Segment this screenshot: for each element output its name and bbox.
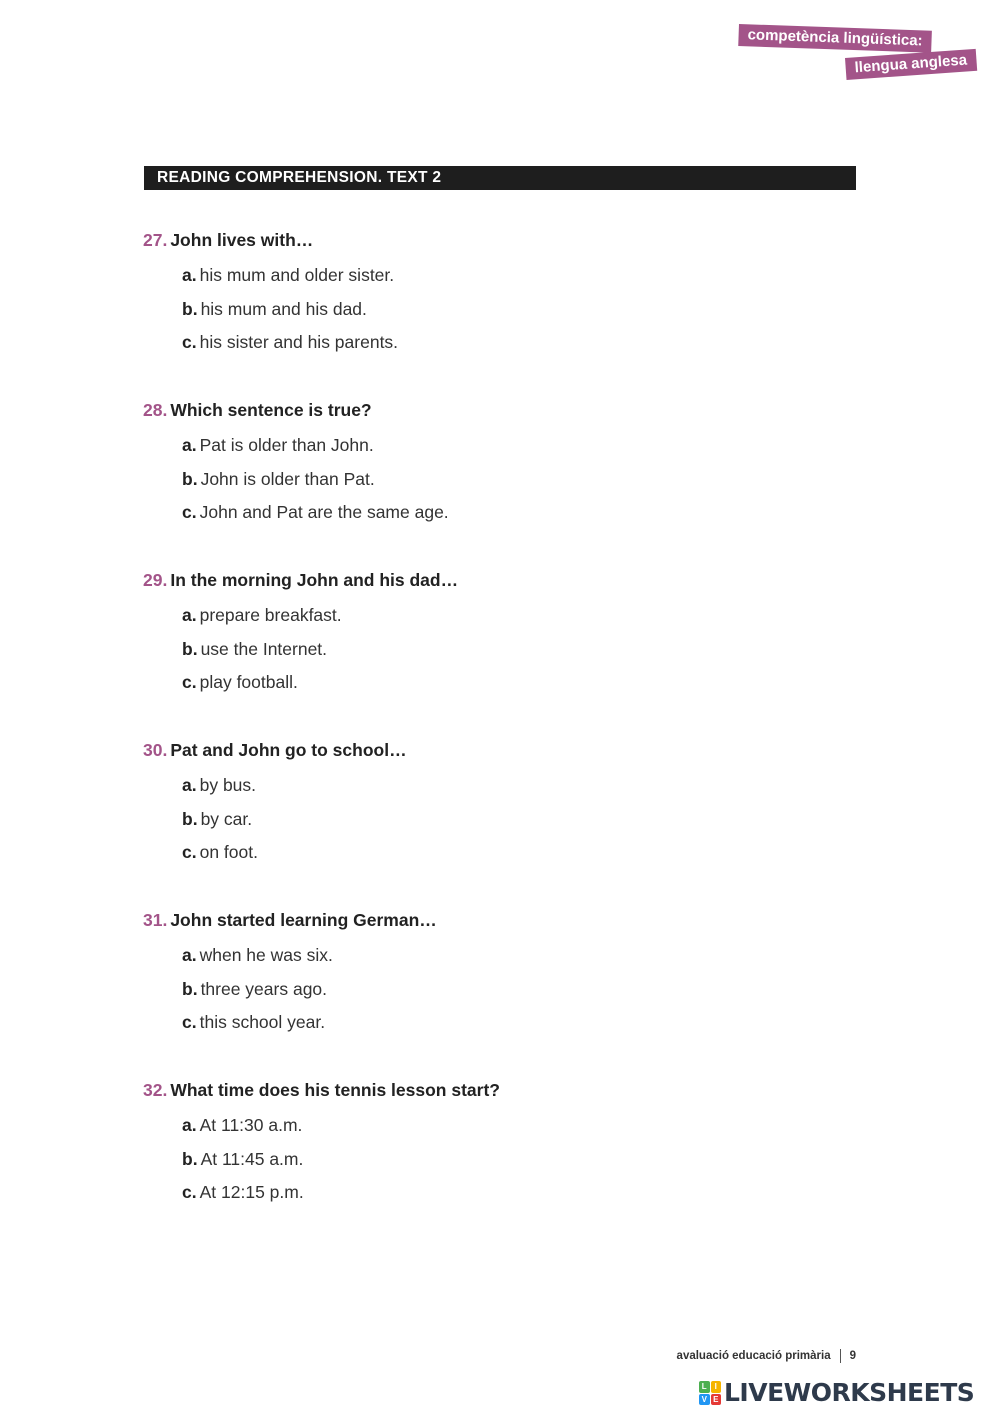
option-text: play football.	[199, 672, 298, 693]
option-letter: c.	[182, 332, 197, 353]
option-a[interactable]	[182, 605, 843, 626]
option-c[interactable]	[182, 332, 843, 353]
question-number: 30.	[143, 740, 168, 760]
option-text: Pat is older than John.	[199, 435, 374, 455]
question-text: John started learning German…	[170, 910, 437, 930]
option-b[interactable]	[182, 639, 843, 660]
option-c[interactable]	[182, 672, 843, 693]
question-number: 29.	[143, 570, 168, 590]
question-number: 28.	[143, 400, 168, 420]
option-letter: a.	[182, 435, 197, 455]
option-letter: c.	[182, 502, 197, 523]
option-text: three years ago.	[200, 978, 328, 999]
logo-letter-i: I	[711, 1381, 722, 1393]
option-text: At 11:45 a.m.	[200, 1148, 304, 1169]
option-text: John and Pat are the same age.	[199, 502, 449, 523]
option-b[interactable]	[182, 469, 843, 490]
option-letter: a.	[182, 775, 197, 795]
option-text: his mum and older sister.	[199, 265, 395, 285]
page-footer	[677, 1346, 856, 1366]
logo-letter-e: E	[711, 1394, 722, 1406]
option-b[interactable]	[182, 299, 843, 320]
brand-name: LIVEWORKSHEETS	[724, 1378, 975, 1407]
option-c[interactable]	[182, 842, 843, 863]
option-letter: b.	[182, 468, 198, 489]
question-30	[143, 738, 843, 876]
option-letter: b.	[182, 638, 198, 659]
option-text: by car.	[200, 808, 253, 829]
option-a[interactable]	[182, 435, 843, 456]
option-letter: a.	[182, 605, 197, 625]
option-letter: b.	[182, 298, 198, 319]
option-a[interactable]	[182, 775, 843, 796]
option-a[interactable]	[182, 1115, 843, 1136]
option-letter: b.	[182, 978, 198, 999]
option-text: his sister and his parents.	[199, 332, 399, 353]
option-letter: a.	[182, 265, 197, 285]
option-c[interactable]	[182, 502, 843, 523]
option-text: this school year.	[199, 1012, 326, 1033]
option-c[interactable]	[182, 1182, 843, 1203]
section-title: READING COMPREHENSION. TEXT 2	[144, 166, 856, 190]
option-text: when he was six.	[199, 945, 333, 965]
footer-divider	[840, 1349, 841, 1363]
option-text: use the Internet.	[200, 638, 328, 659]
question-text: Which sentence is true?	[170, 400, 372, 420]
subject-tag-language: llengua anglesa	[845, 49, 977, 80]
question-27	[143, 228, 843, 366]
option-text: by bus.	[199, 775, 257, 795]
option-letter: c.	[182, 842, 197, 863]
option-b[interactable]	[182, 979, 843, 1000]
option-b[interactable]	[182, 1149, 843, 1170]
option-letter: c.	[182, 1182, 197, 1203]
logo-letter-l: L	[699, 1381, 710, 1393]
option-text: prepare breakfast.	[199, 605, 342, 625]
liveworksheets-grid-icon	[699, 1381, 721, 1405]
liveworksheets-logo[interactable]	[699, 1378, 974, 1408]
option-c[interactable]	[182, 1012, 843, 1033]
question-32	[143, 1078, 843, 1216]
option-a[interactable]	[182, 945, 843, 966]
option-a[interactable]	[182, 265, 843, 286]
option-text: John is older than Pat.	[200, 468, 375, 489]
subject-tag-competence: competència lingüística:	[738, 24, 932, 53]
option-text: At 12:15 p.m.	[199, 1182, 304, 1203]
option-text: his mum and his dad.	[200, 298, 367, 319]
option-letter: b.	[182, 808, 198, 829]
logo-letter-v: V	[699, 1394, 710, 1406]
option-text: on foot.	[199, 842, 258, 863]
question-28	[143, 398, 843, 536]
question-29	[143, 568, 843, 706]
publication-name: avaluació educació primària	[676, 1350, 831, 1362]
question-text: In the morning John and his dad…	[170, 570, 459, 590]
question-text: Pat and John go to school…	[170, 740, 407, 760]
question-31	[143, 908, 843, 1046]
option-text: At 11:30 a.m.	[199, 1115, 303, 1135]
question-number: 31.	[143, 910, 168, 930]
page-number: 9	[849, 1350, 856, 1362]
option-letter: c.	[182, 1012, 197, 1033]
option-b[interactable]	[182, 809, 843, 830]
question-text: John lives with…	[170, 230, 314, 250]
question-number: 32.	[143, 1080, 168, 1100]
question-text: What time does his tennis lesson start?	[170, 1080, 500, 1100]
question-number: 27.	[143, 230, 168, 250]
option-letter: b.	[182, 1148, 198, 1169]
option-letter: a.	[182, 1115, 197, 1135]
option-letter: c.	[182, 672, 197, 693]
option-letter: a.	[182, 945, 197, 965]
